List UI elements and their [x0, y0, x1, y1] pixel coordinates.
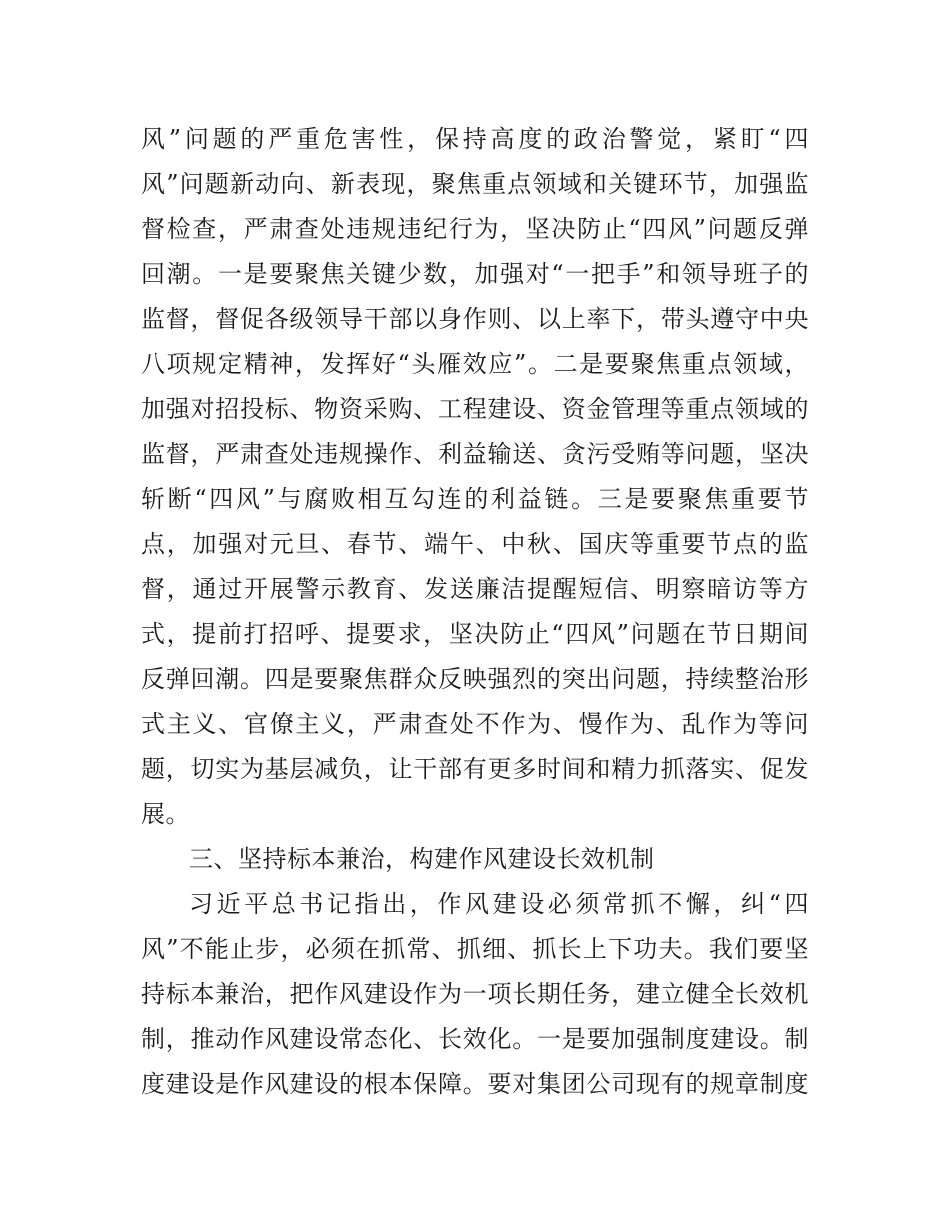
text-line: 展。: [141, 800, 190, 828]
text-line: 式主义、官僚主义，严肃查处不作为、慢作为、乱作为等问: [141, 710, 809, 738]
text-line: 监督，严肃查处违规操作、利益输送、贪污受贿等问题，坚决: [141, 440, 809, 468]
text-line: 式，提前打招呼、提要求，坚决防止“四风”问题在节日期间: [141, 620, 809, 648]
text-line: 八项规定精神，发挥好“头雁效应”。二是要聚焦重点领域，: [141, 350, 809, 378]
text-line: 加强对招投标、物资采购、工程建设、资金管理等重点领域的: [141, 395, 809, 423]
text-line: 习近平总书记指出，作风建设必须常抓不懈，纠“四: [189, 890, 809, 918]
text-line: 度建设是作风建设的根本保障。要对集团公司现有的规章制度: [141, 1070, 809, 1098]
document-body: [141, 117, 809, 1107]
text-line: 风”不能止步，必须在抓常、抓细、抓长上下功夫。我们要坚: [141, 935, 809, 963]
paragraph-2: [141, 882, 809, 1107]
text-line: 监督，督促各级领导干部以身作则、以上率下，带头遵守中央: [141, 305, 809, 333]
text-line: 斩断“四风”与腐败相互勾连的利益链。三是要聚焦重要节: [141, 485, 809, 513]
paragraph-1: [141, 117, 809, 837]
text-line: 风”问题新动向、新表现，聚焦重点领域和关键环节，加强监: [141, 170, 809, 198]
text-line: 制，推动作风建设常态化、长效化。一是要加强制度建设。制: [141, 1025, 809, 1053]
section-heading: 三、坚持标本兼治，构建作风建设长效机制: [189, 845, 655, 873]
text-line: 风”问题的严重危害性，保持高度的政治警觉，紧盯“四: [141, 125, 809, 153]
text-line: 题，切实为基层减负，让干部有更多时间和精力抓落实、促发: [141, 755, 809, 783]
text-line: 点，加强对元旦、春节、端午、中秋、国庆等重要节点的监: [141, 530, 809, 558]
text-line: 督，通过开展警示教育、发送廉洁提醒短信、明察暗访等方: [141, 575, 809, 603]
text-line: 持标本兼治，把作风建设作为一项长期任务，建立健全长效机: [141, 980, 809, 1008]
text-line: 回潮。一是要聚焦关键少数，加强对“一把手”和领导班子的: [141, 260, 809, 288]
text-line: 督检查，严肃查处违规违纪行为，坚决防止“四风”问题反弹: [141, 215, 809, 243]
text-line: 反弹回潮。四是要聚焦群众反映强烈的突出问题，持续整治形: [141, 665, 809, 693]
